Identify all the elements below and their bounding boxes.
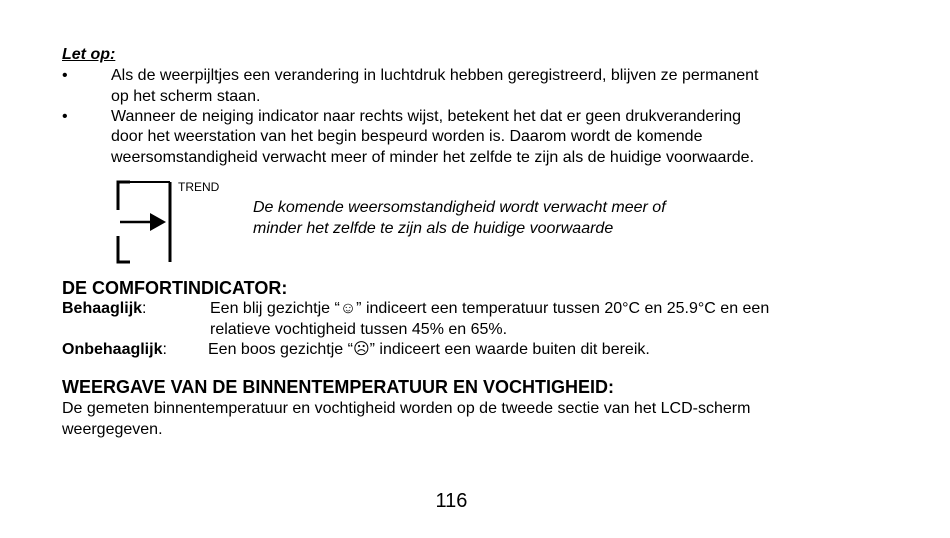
uncomfortable-text: Een boos gezichtje “☹” indiceert een waarde buiten dit bereik. (208, 341, 650, 358)
bullet-1-line-1: Als de weerpijltjes een verandering in luchtdruk hebben geregistreerd, blijven ze permanent (111, 67, 759, 84)
comfortable-term: Behaaglijk (62, 300, 143, 317)
trend-caption-line-1: De komende weersomstandigheid wordt verwacht meer of (253, 199, 666, 216)
bullet-dot: • (62, 108, 68, 125)
bullet-2-line-2: door het weerstation van het begin bespeurd worden is. Daarom wordt de komende (111, 128, 703, 145)
bullet-dot: • (62, 67, 68, 84)
comfortable-line-2: relatieve vochtigheid tussen 45% en 65%. (210, 321, 508, 338)
comfortable-row: Behaaglijk: (62, 300, 147, 317)
bullet-2-line-3: weersomstandigheid verwacht meer of minder het zelfde te zijn als de huidige voorwaarde. (111, 149, 755, 166)
indoor-line-2: weergegeven. (62, 421, 163, 438)
comfortable-line-1: Een blij gezichtje “☺” indiceert een temperatuur tussen 20°C en 25.9°C en een (210, 300, 770, 317)
page-number: 116 (435, 490, 468, 512)
right-arrow-icon (120, 213, 166, 231)
indoor-heading: WEERGAVE VAN DE BINNENTEMPERATUUR EN VOCHTIGHEID: (62, 377, 615, 397)
trend-label: TREND (178, 180, 220, 194)
bullet-2-line-1: Wanneer de neiging indicator naar rechts wijst, betekent het dat er geen drukverandering (111, 108, 742, 125)
trend-caption-line-2: minder het zelfde te zijn als de huidige voorwaarde (253, 220, 614, 237)
uncomfortable-row: Onbehaaglijk: (62, 341, 167, 358)
comfort-heading: DE COMFORTINDICATOR: (62, 278, 288, 298)
bullet-1-line-2: op het scherm staan. (111, 88, 261, 105)
indoor-line-1: De gemeten binnentemperatuur en vochtigheid worden op de tweede sectie van het LCD-scherm (62, 400, 751, 417)
note-title: Let op: (62, 46, 116, 63)
uncomfortable-term: Onbehaaglijk (62, 341, 163, 358)
trend-indicator-figure (112, 178, 176, 266)
